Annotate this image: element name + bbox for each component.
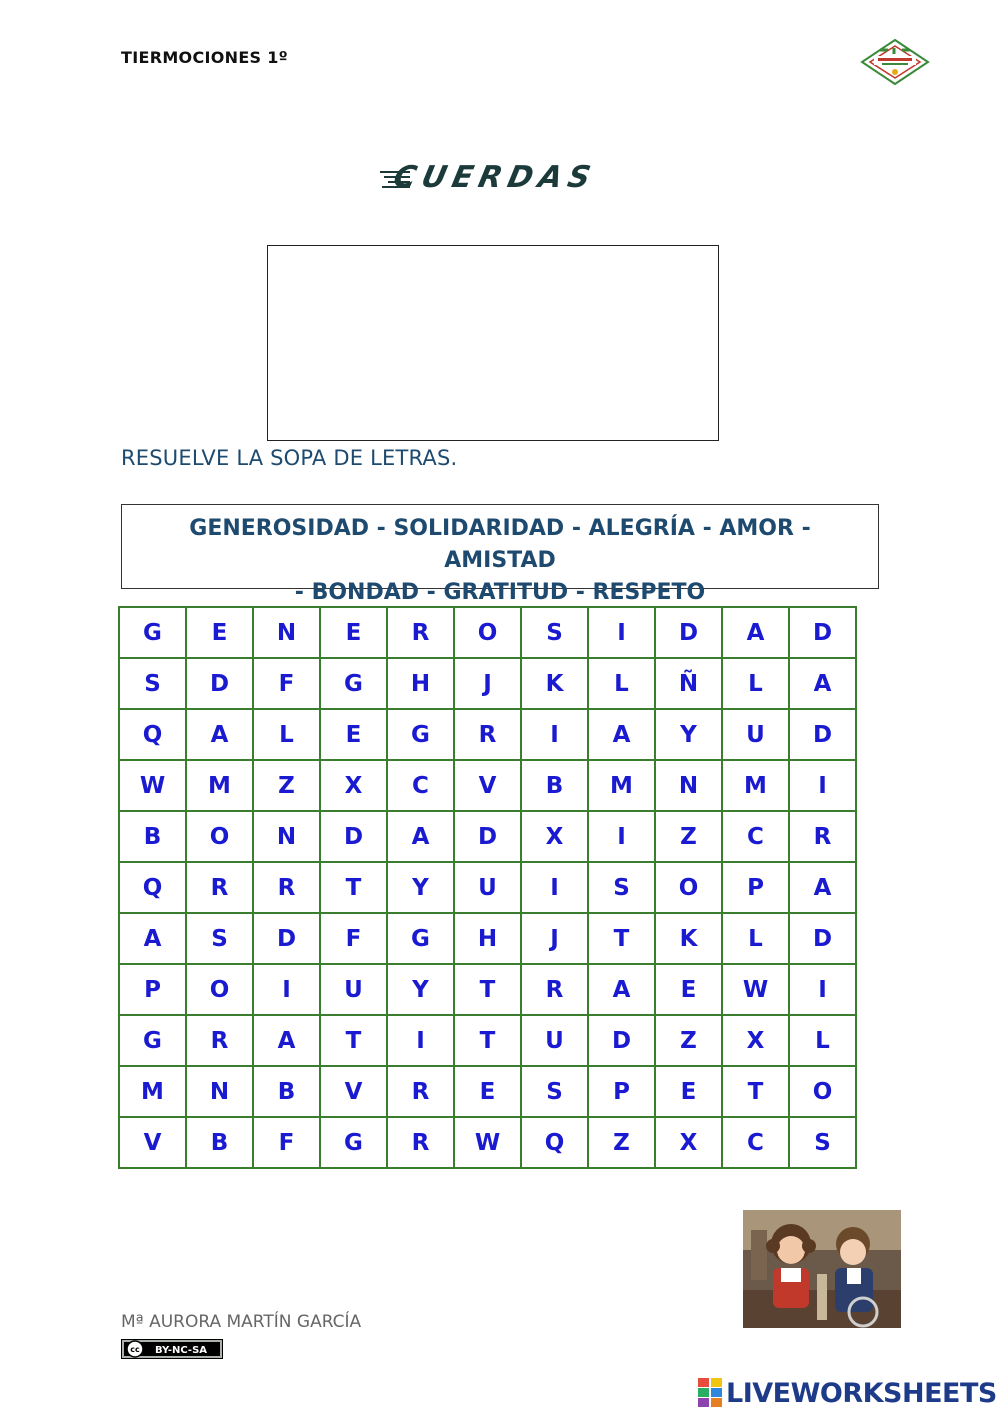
grid-cell[interactable]: F — [320, 913, 387, 964]
title-text: CUERDAS — [390, 160, 600, 195]
grid-cell[interactable]: E — [320, 607, 387, 658]
grid-cell[interactable]: H — [387, 658, 454, 709]
grid-cell[interactable]: K — [521, 658, 588, 709]
grid-cell[interactable]: N — [186, 1066, 253, 1117]
word-search-grid[interactable] — [118, 606, 857, 1169]
grid-cell[interactable]: A — [119, 913, 186, 964]
grid-cell[interactable]: M — [588, 760, 655, 811]
grid-cell[interactable]: L — [789, 1015, 856, 1066]
grid-cell[interactable]: N — [253, 607, 320, 658]
grid-row — [119, 709, 856, 760]
grid-cell[interactable]: S — [588, 862, 655, 913]
grid-cell[interactable]: S — [186, 913, 253, 964]
grid-row — [119, 1066, 856, 1117]
grid-cell[interactable]: D — [789, 709, 856, 760]
grid-cell[interactable]: I — [789, 760, 856, 811]
grid-cell[interactable]: Q — [119, 709, 186, 760]
grid-cell[interactable]: D — [320, 811, 387, 862]
grid-cell[interactable]: Z — [655, 1015, 722, 1066]
grid-cell[interactable]: Q — [521, 1117, 588, 1168]
grid-cell[interactable]: I — [387, 1015, 454, 1066]
grid-cell[interactable]: Q — [119, 862, 186, 913]
grid-cell[interactable]: G — [320, 658, 387, 709]
grid-cell[interactable]: R — [454, 709, 521, 760]
grid-row — [119, 862, 856, 913]
grid-cell[interactable]: U — [722, 709, 789, 760]
instruction-text: RESUELVE LA SOPA DE LETRAS. — [121, 446, 458, 470]
grid-cell[interactable]: I — [521, 862, 588, 913]
grid-cell[interactable]: D — [655, 607, 722, 658]
grid-cell[interactable]: S — [789, 1117, 856, 1168]
grid-cell[interactable]: T — [722, 1066, 789, 1117]
grid-cell[interactable]: I — [588, 811, 655, 862]
word-list-box — [121, 504, 879, 605]
grid-cell[interactable]: J — [454, 658, 521, 709]
grid-cell[interactable]: A — [186, 709, 253, 760]
grid-cell[interactable]: O — [789, 1066, 856, 1117]
grid-row — [119, 1117, 856, 1168]
liveworksheets-brand[interactable] — [698, 1376, 997, 1410]
grid-cell[interactable]: S — [521, 607, 588, 658]
grid-cell[interactable]: Z — [253, 760, 320, 811]
grid-cell[interactable]: P — [722, 862, 789, 913]
grid-cell[interactable]: X — [320, 760, 387, 811]
grid-cell[interactable]: R — [521, 964, 588, 1015]
grid-cell[interactable]: T — [454, 1015, 521, 1066]
grid-cell[interactable]: S — [521, 1066, 588, 1117]
grid-cell[interactable]: Z — [588, 1117, 655, 1168]
children-illustration — [743, 1210, 901, 1328]
grid-cell[interactable]: B — [186, 1117, 253, 1168]
grid-cell[interactable]: A — [789, 658, 856, 709]
grid-cell[interactable]: X — [722, 1015, 789, 1066]
grid-cell[interactable]: R — [186, 1015, 253, 1066]
word-list-line1: GENEROSIDAD - SOLIDARIDAD - ALEGRÍA - AMOR - AMISTAD — [189, 516, 811, 573]
svg-text:cc: cc — [130, 1345, 140, 1354]
grid-cell[interactable]: O — [655, 862, 722, 913]
grid-row — [119, 760, 856, 811]
grid-cell[interactable]: X — [521, 811, 588, 862]
grid-row — [119, 913, 856, 964]
grid-cell[interactable]: Y — [655, 709, 722, 760]
grid-cell[interactable]: A — [387, 811, 454, 862]
grid-cell[interactable]: Z — [655, 811, 722, 862]
grid-cell[interactable]: G — [387, 709, 454, 760]
grid-cell[interactable]: F — [253, 658, 320, 709]
grid-cell[interactable]: F — [253, 1117, 320, 1168]
grid-cell[interactable]: G — [387, 913, 454, 964]
grid-cell[interactable]: E — [454, 1066, 521, 1117]
grid-cell[interactable]: L — [722, 658, 789, 709]
grid-cell[interactable]: N — [253, 811, 320, 862]
grid-cell[interactable]: I — [588, 607, 655, 658]
grid-cell[interactable]: I — [253, 964, 320, 1015]
grid-row — [119, 1015, 856, 1066]
grid-cell[interactable]: J — [521, 913, 588, 964]
grid-cell[interactable]: U — [454, 862, 521, 913]
author-name: Mª AURORA MARTÍN GARCÍA — [121, 1312, 362, 1332]
grid-cell[interactable]: T — [320, 1015, 387, 1066]
grid-cell[interactable]: O — [186, 964, 253, 1015]
grid-row — [119, 658, 856, 709]
liveworksheets-logo-icon — [698, 1378, 722, 1408]
grid-row — [119, 607, 856, 658]
grid-cell[interactable]: V — [119, 1117, 186, 1168]
grid-cell[interactable]: R — [387, 1066, 454, 1117]
grid-cell[interactable]: E — [655, 964, 722, 1015]
grid-cell[interactable]: T — [454, 964, 521, 1015]
grid-cell[interactable]: K — [655, 913, 722, 964]
grid-cell[interactable]: D — [253, 913, 320, 964]
license-text: BY-NC-SA — [154, 1345, 208, 1356]
grid-cell[interactable]: O — [186, 811, 253, 862]
grid-cell[interactable]: T — [320, 862, 387, 913]
grid-cell[interactable]: L — [722, 913, 789, 964]
grid-cell[interactable]: B — [521, 760, 588, 811]
grid-cell[interactable]: M — [186, 760, 253, 811]
grid-cell[interactable]: W — [722, 964, 789, 1015]
grid-cell[interactable]: A — [789, 862, 856, 913]
grid-cell[interactable]: C — [387, 760, 454, 811]
grid-cell[interactable]: R — [186, 862, 253, 913]
grid-cell[interactable]: D — [186, 658, 253, 709]
grid-cell[interactable]: B — [119, 811, 186, 862]
grid-cell[interactable]: R — [253, 862, 320, 913]
grid-cell[interactable]: B — [253, 1066, 320, 1117]
grid-cell[interactable]: R — [387, 607, 454, 658]
grid-cell[interactable]: D — [789, 607, 856, 658]
grid-cell[interactable]: R — [387, 1117, 454, 1168]
grid-cell[interactable]: R — [789, 811, 856, 862]
cc-license-badge[interactable] — [121, 1339, 223, 1359]
grid-cell[interactable]: V — [320, 1066, 387, 1117]
grid-cell[interactable]: N — [655, 760, 722, 811]
grid-cell[interactable]: S — [119, 658, 186, 709]
grid-cell[interactable]: C — [722, 811, 789, 862]
grid-cell[interactable]: D — [789, 913, 856, 964]
grid-cell[interactable]: D — [588, 1015, 655, 1066]
video-placeholder[interactable] — [267, 245, 719, 441]
grid-cell[interactable]: E — [186, 607, 253, 658]
grid-cell[interactable]: A — [253, 1015, 320, 1066]
grid-row — [119, 964, 856, 1015]
course-label: TIERMOCIONES 1º — [121, 48, 289, 67]
grid-cell[interactable]: H — [454, 913, 521, 964]
grid-cell[interactable]: I — [521, 709, 588, 760]
grid-cell[interactable]: X — [655, 1117, 722, 1168]
grid-cell[interactable]: G — [119, 1015, 186, 1066]
worksheet-title — [380, 160, 620, 200]
grid-cell[interactable]: W — [454, 1117, 521, 1168]
grid-cell[interactable]: O — [454, 607, 521, 658]
grid-cell[interactable]: G — [119, 607, 186, 658]
grid-cell[interactable]: A — [588, 964, 655, 1015]
grid-cell[interactable]: Ñ — [655, 658, 722, 709]
grid-cell[interactable]: G — [320, 1117, 387, 1168]
grid-cell[interactable]: U — [320, 964, 387, 1015]
grid-cell[interactable]: E — [320, 709, 387, 760]
grid-cell[interactable]: D — [454, 811, 521, 862]
grid-cell[interactable]: A — [588, 709, 655, 760]
grid-cell[interactable]: W — [119, 760, 186, 811]
grid-cell[interactable]: I — [789, 964, 856, 1015]
grid-cell[interactable]: M — [722, 760, 789, 811]
grid-cell[interactable]: U — [521, 1015, 588, 1066]
word-list-line2: - BONDAD - GRATITUD - RESPETO — [294, 580, 706, 605]
grid-cell[interactable]: M — [119, 1066, 186, 1117]
grid-cell[interactable]: C — [722, 1117, 789, 1168]
grid-cell[interactable]: P — [588, 1066, 655, 1117]
grid-cell[interactable]: E — [655, 1066, 722, 1117]
grid-cell[interactable]: L — [253, 709, 320, 760]
grid-cell[interactable]: L — [588, 658, 655, 709]
grid-cell[interactable]: Y — [387, 964, 454, 1015]
grid-cell[interactable]: P — [119, 964, 186, 1015]
school-logo-icon — [860, 38, 930, 86]
grid-cell[interactable]: V — [454, 760, 521, 811]
grid-cell[interactable]: A — [722, 607, 789, 658]
grid-cell[interactable]: T — [588, 913, 655, 964]
grid-cell[interactable]: Y — [387, 862, 454, 913]
grid-row — [119, 811, 856, 862]
brand-text: LIVEWORKSHEETS — [726, 1377, 997, 1409]
